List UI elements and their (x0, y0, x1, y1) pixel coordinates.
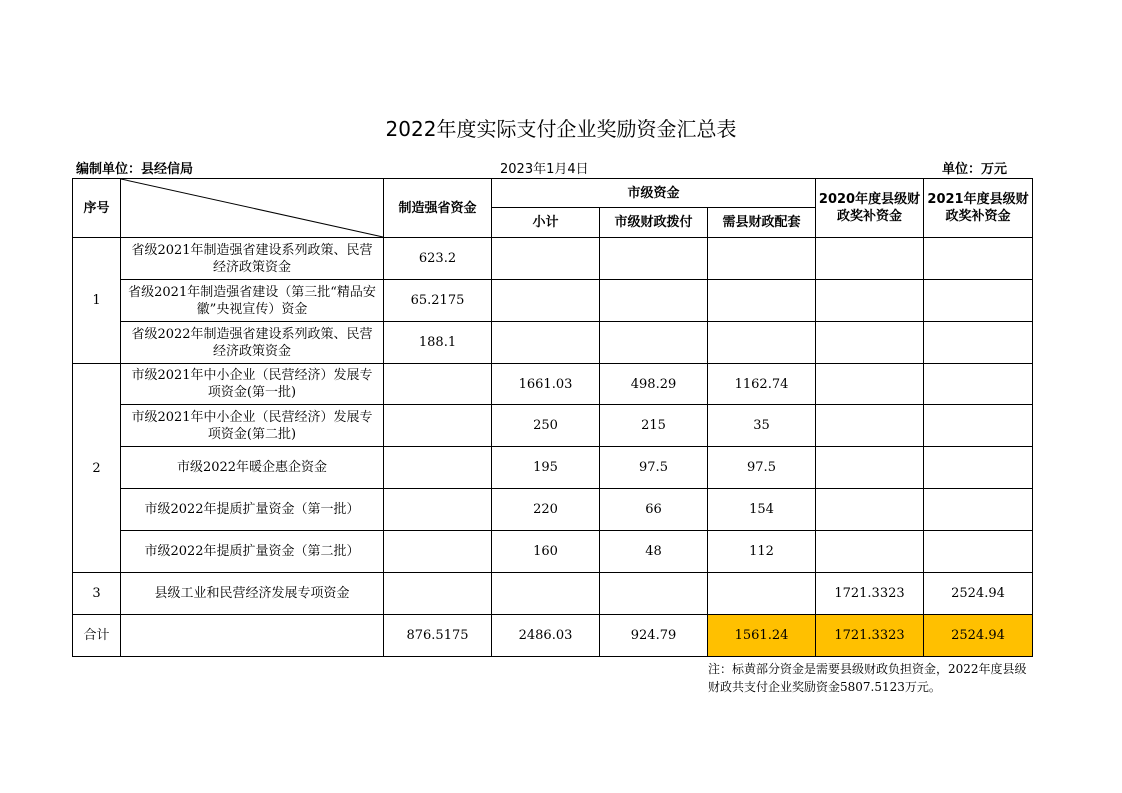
page-title: 2022年度实际支付企业奖励资金汇总表 (385, 117, 737, 141)
subtotal-value (492, 573, 600, 615)
table-row (73, 322, 1033, 364)
y2021-value (924, 531, 1033, 573)
total-label: 合计 (73, 615, 121, 657)
y2020-value (816, 447, 924, 489)
header-diagonal-cell (121, 179, 384, 238)
total-province: 876.5175 (384, 615, 492, 657)
footnote: 注：标黄部分资金是需要县级财政负担资金，2022年度县级财政共支付企业奖励资金5807.5123万元。 (708, 662, 1027, 694)
y2021-value (924, 405, 1033, 447)
table-row (73, 531, 1033, 573)
county-match-value (708, 238, 816, 280)
compiling-unit: 编制单位：县经信局 (76, 162, 194, 177)
table-row (73, 238, 1033, 280)
fund-name: 市级2022年提质扩量资金（第一批） (121, 489, 384, 531)
total-city-alloc: 924.79 (600, 615, 708, 657)
city-alloc-value: 97.5 (600, 447, 708, 489)
y2021-value (924, 447, 1033, 489)
y2021-value (924, 280, 1033, 322)
county-match-value: 1162.74 (708, 364, 816, 405)
city-alloc-value: 498.29 (600, 364, 708, 405)
fund-name: 省级2022年制造强省建设系列政策、民营经济政策资金 (121, 322, 384, 364)
y2020-value (816, 405, 924, 447)
report-date: 2023年1月4日 (500, 162, 589, 177)
y2020-value: 1721.3323 (816, 573, 924, 615)
y2021-value: 2524.94 (924, 573, 1033, 615)
total-y2020-highlighted: 1721.3323 (816, 615, 924, 657)
city-alloc-value: 66 (600, 489, 708, 531)
y2020-value (816, 322, 924, 364)
county-match-value: 97.5 (708, 447, 816, 489)
header-2020-county-funds: 2020年度县级财政奖补资金 (816, 179, 924, 238)
county-match-value (708, 280, 816, 322)
subtotal-value: 250 (492, 405, 600, 447)
county-match-value: 35 (708, 405, 816, 447)
y2020-value (816, 531, 924, 573)
y2020-value (816, 280, 924, 322)
subtotal-value: 1661.03 (492, 364, 600, 405)
province-value (384, 364, 492, 405)
header-province-funds: 制造强省资金 (384, 179, 492, 238)
city-alloc-value (600, 238, 708, 280)
y2021-value (924, 489, 1033, 531)
y2020-value (816, 238, 924, 280)
total-row (73, 615, 1033, 657)
county-match-value: 112 (708, 531, 816, 573)
fund-name: 县级工业和民营经济发展专项资金 (121, 573, 384, 615)
header-city-allocation: 市级财政拨付 (600, 208, 708, 238)
province-value (384, 447, 492, 489)
table-row (73, 405, 1033, 447)
header-city-funds: 市级资金 (492, 179, 816, 208)
county-match-value (708, 573, 816, 615)
city-alloc-value (600, 573, 708, 615)
province-value: 188.1 (384, 322, 492, 364)
fund-name: 市级2021年中小企业（民营经济）发展专项资金(第一批) (121, 364, 384, 405)
subtotal-value (492, 322, 600, 364)
diagonal-line (121, 179, 383, 237)
table-row (73, 447, 1033, 489)
province-value (384, 573, 492, 615)
province-value (384, 531, 492, 573)
subtotal-value: 160 (492, 531, 600, 573)
table-row (73, 489, 1033, 531)
subtotal-value: 195 (492, 447, 600, 489)
header-county-match: 需县财政配套 (708, 208, 816, 238)
fund-name: 市级2021年中小企业（民营经济）发展专项资金(第二批) (121, 405, 384, 447)
province-value: 65.2175 (384, 280, 492, 322)
header-2021-county-funds: 2021年度县级财政奖补资金 (924, 179, 1033, 238)
city-alloc-value: 215 (600, 405, 708, 447)
y2020-value (816, 364, 924, 405)
fund-name: 省级2021年制造强省建设（第三批“精品安徽”央视宣传）资金 (121, 280, 384, 322)
total-subtotal: 2486.03 (492, 615, 600, 657)
table-row (73, 280, 1033, 322)
header-seq: 序号 (73, 179, 121, 238)
city-alloc-value (600, 322, 708, 364)
city-alloc-value: 48 (600, 531, 708, 573)
currency-unit: 单位：万元 (942, 162, 1008, 177)
subtotal-value: 220 (492, 489, 600, 531)
county-match-value (708, 322, 816, 364)
total-name (121, 615, 384, 657)
total-county-match-highlighted: 1561.24 (708, 615, 816, 657)
group-seq: 1 (73, 238, 121, 364)
county-match-value: 154 (708, 489, 816, 531)
y2021-value (924, 238, 1033, 280)
total-y2021-highlighted: 2524.94 (924, 615, 1033, 657)
subtotal-value (492, 238, 600, 280)
fund-name: 市级2022年暖企惠企资金 (121, 447, 384, 489)
province-value (384, 489, 492, 531)
funds-summary-table (72, 178, 1033, 657)
y2020-value (816, 489, 924, 531)
table-row (73, 573, 1033, 615)
header-subtotal: 小计 (492, 208, 600, 238)
group-seq: 2 (73, 364, 121, 573)
y2021-value (924, 364, 1033, 405)
fund-name: 市级2022年提质扩量资金（第二批） (121, 531, 384, 573)
province-value: 623.2 (384, 238, 492, 280)
y2021-value (924, 322, 1033, 364)
province-value (384, 405, 492, 447)
table-row (73, 364, 1033, 405)
subtotal-value (492, 280, 600, 322)
group-seq: 3 (73, 573, 121, 615)
fund-name: 省级2021年制造强省建设系列政策、民营经济政策资金 (121, 238, 384, 280)
city-alloc-value (600, 280, 708, 322)
